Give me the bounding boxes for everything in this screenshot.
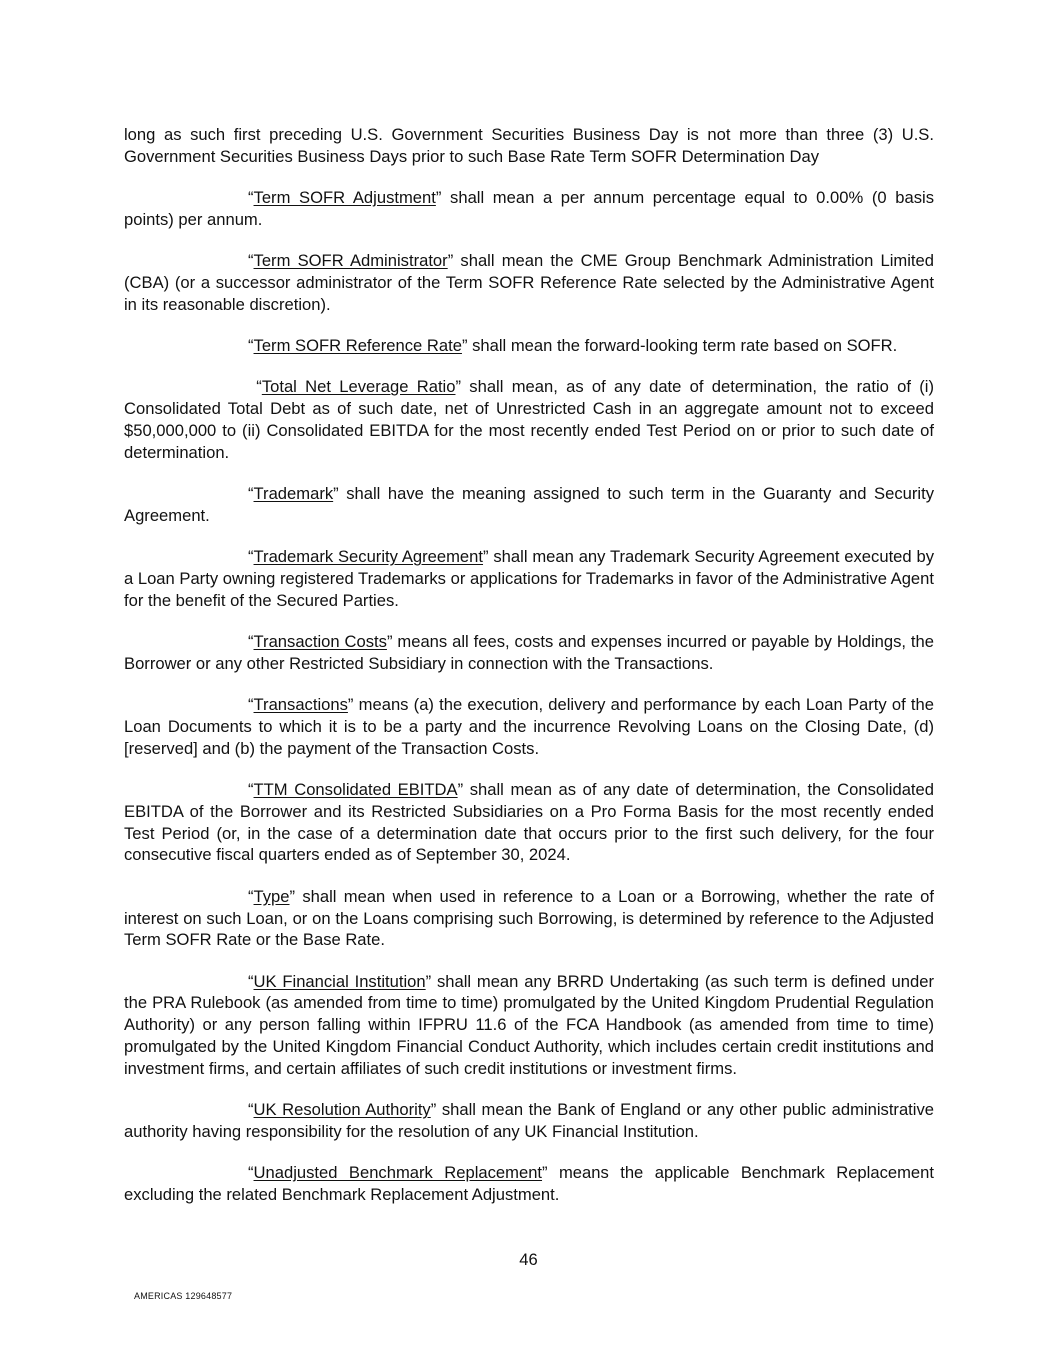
defined-term: Unadjusted Benchmark Replacement (253, 1163, 543, 1183)
defined-term: TTM Consolidated EBITDA (253, 780, 458, 800)
definition-uk-financial-institution: “UK Financial Institution” shall mean any BRRD Undertaking (as such term is defined under the PRA Rulebook (as amended from time to time) promulgated by the United Kingdom Prudential Regulation Authority) or any person falling within IFPRU 11.6 of the FCA Handbook (as amended from time to time) promulgated by the United Kingdom Financial Conduct Authority, which includes certain credit institutions and investment firms, and certain affiliates of such credit institutions or investment firms. (124, 971, 934, 1078)
defined-term: Trademark (253, 484, 334, 504)
footer-document-id: AMERICAS 129648577 (134, 1291, 233, 1301)
defined-term: Trademark Security Agreement (253, 547, 484, 567)
defined-term: UK Resolution Authority (253, 1100, 431, 1120)
definition-ttm-consolidated-ebitda: “TTM Consolidated EBITDA” shall mean as of any date of determination, the Consolidated EBITDA of the Borrower and its Restricted Subsidiaries on a Pro Forma Basis for the most recently ended Test Period (or, in the case of a determination date that occurs prior to the first such delivery, for the four consecutive fiscal quarters ended as of September 30, 2024. (124, 780, 934, 865)
defined-term: Transaction Costs (253, 632, 387, 652)
page-number: 46 (519, 1250, 538, 1269)
document-body (124, 124, 934, 1225)
definition-text: means (a) the execution, delivery and performance by each Loan Party of the Loan Documents to which it is to be a party and the incurrence Revolving Loans on the Closing Date, (d) [reserved] and (b) the payment of the Transaction Costs. (124, 695, 934, 758)
definition-text: shall mean when used in reference to a Loan or a Borrowing, whether the rate of interest on such Loan, or on the Loans comprising such Borrowing, is determined by reference to the Adjusted Term SOFR Rate or the Base Rate. (124, 886, 934, 950)
definition-text: means all fees, costs and expenses incurred or payable by Holdings, the Borrower or any other Restricted Subsidiary in connection with the Transactions. (124, 632, 934, 673)
defined-term: Type (253, 886, 290, 906)
defined-term: Transactions (253, 695, 348, 715)
definition-transaction-costs: “Transaction Costs” means all fees, costs and expenses incurred or payable by Holdings, the Borrower or any other Restricted Subsidiary in connection with the Transactions. (124, 632, 934, 673)
definition-text: shall mean any Trademark Security Agreement executed by a Loan Party owning registered Trademarks or applications for Trademarks in favor of the Administrative Agent for the benefit of the Secured Parties. (124, 547, 934, 610)
definition-unadjusted-benchmark-replacement: “Unadjusted Benchmark Replacement” means the applicable Benchmark Replacement excluding the related Benchmark Replacement Adjustment. (124, 1163, 934, 1204)
continuation-paragraph: long as such first preceding U.S. Government Securities Business Day is not more than three (3) U.S. Government Securities Business Days prior to such Base Rate Term SOFR Determination Day (124, 125, 934, 166)
defined-term: Term SOFR Reference Rate (253, 336, 462, 356)
definition-text: shall mean the CME Group Benchmark Administration Limited (CBA) (or a successor administrator of the Term SOFR Reference Rate selected by the Administrative Agent in its reasonable discretion). (124, 251, 935, 314)
defined-term: Total Net Leverage Ratio (261, 377, 456, 397)
defined-term: Term SOFR Adjustment (253, 188, 436, 208)
definition-text: shall mean the Bank of England or any other public administrative authority having responsibility for the resolution of any UK Financial Institution. (124, 1100, 935, 1141)
definition-transactions: “Transactions” means (a) the execution, delivery and performance by each Loan Party of the Loan Documents to which it is to be a party and the incurrence Revolving Loans on the Closing Date, (d) [reserved] and (b) the payment of the Transaction Costs. (124, 695, 934, 758)
definition-text: shall mean, as of any date of determination, the ratio of (i) Consolidated Total Debt as of such date, net of Unrestricted Cash in an aggregate amount not to exceed $50,000,000 to (ii) Consolidated EBITDA for the most recently ended Test Period on or prior to such date of determination. (124, 377, 935, 462)
definition-text: shall have the meaning assigned to such term in the Guaranty and Security Agreement. (124, 484, 934, 525)
definition-uk-resolution-authority: “UK Resolution Authority” shall mean the Bank of England or any other public administrative authority having responsibility for the resolution of any UK Financial Institution. (124, 1100, 935, 1141)
definition-term-sofr-reference-rate: “Term SOFR Reference Rate” shall mean the forward-looking term rate based on SOFR. (248, 336, 898, 356)
definition-text: shall mean any BRRD Undertaking (as such term is defined under the PRA Rulebook (as amended from time to time) promulgated by the United Kingdom Prudential Regulation Authority) or any person falling within IFPRU 11.6 of the FCA Handbook (as amended from time to time) promulgated by the United Kingdom Financial Conduct Authority, which includes certain credit institutions and investment firms, and certain affiliates of such credit institutions or investment firms. (124, 971, 934, 1078)
definition-trademark: “Trademark” shall have the meaning assigned to such term in the Guaranty and Security Agreement. (124, 484, 934, 525)
definition-text: shall mean the forward-looking term rate based on SOFR. (467, 336, 898, 356)
definition-total-net-leverage-ratio: “Total Net Leverage Ratio” shall mean, as of any date of determination, the ratio of (i) Consolidated Total Debt as of such date, net of Unrestricted Cash in an aggregate amount not to exceed $50,000,000 to (ii) Consolidated EBITDA for the most recently ended Test Period on or prior to such date of determination. (124, 377, 935, 462)
definition-term-sofr-administrator: “Term SOFR Administrator” shall mean the CME Group Benchmark Administration Limited (CBA) (or a successor administrator of the Term SOFR Reference Rate selected by the Administrative Agent in its reasonable discretion). (124, 251, 935, 314)
definition-text: means the applicable Benchmark Replacement excluding the related Benchmark Replacement Adjustment. (124, 1163, 934, 1204)
definition-type: “Type” shall mean when used in reference to a Loan or a Borrowing, whether the rate of interest on such Loan, or on the Loans comprising such Borrowing, is determined by reference to the Adjusted Term SOFR Rate or the Base Rate. (124, 886, 934, 950)
definition-trademark-security-agreement: “Trademark Security Agreement” shall mean any Trademark Security Agreement executed by a Loan Party owning registered Trademarks or applications for Trademarks in favor of the Administrative Agent for the benefit of the Secured Parties. (124, 547, 934, 610)
definition-text: shall mean as of any date of determination, the Consolidated EBITDA of the Borrower and its Restricted Subsidiaries on a Pro Forma Basis for the most recently ended Test Period (or, in the case of a determination date that occurs prior to the first such delivery, for the four consecutive fiscal quarters ended as of September 30, 2024. (124, 780, 934, 865)
definition-text: shall mean a per annum percentage equal to 0.00% (0 basis points) per annum. (124, 188, 934, 229)
defined-term: Term SOFR Administrator (253, 251, 448, 271)
definition-term-sofr-adjustment: “Term SOFR Adjustment” shall mean a per annum percentage equal to 0.00% (0 basis points) per annum. (124, 188, 934, 229)
defined-term: UK Financial Institution (253, 971, 426, 991)
